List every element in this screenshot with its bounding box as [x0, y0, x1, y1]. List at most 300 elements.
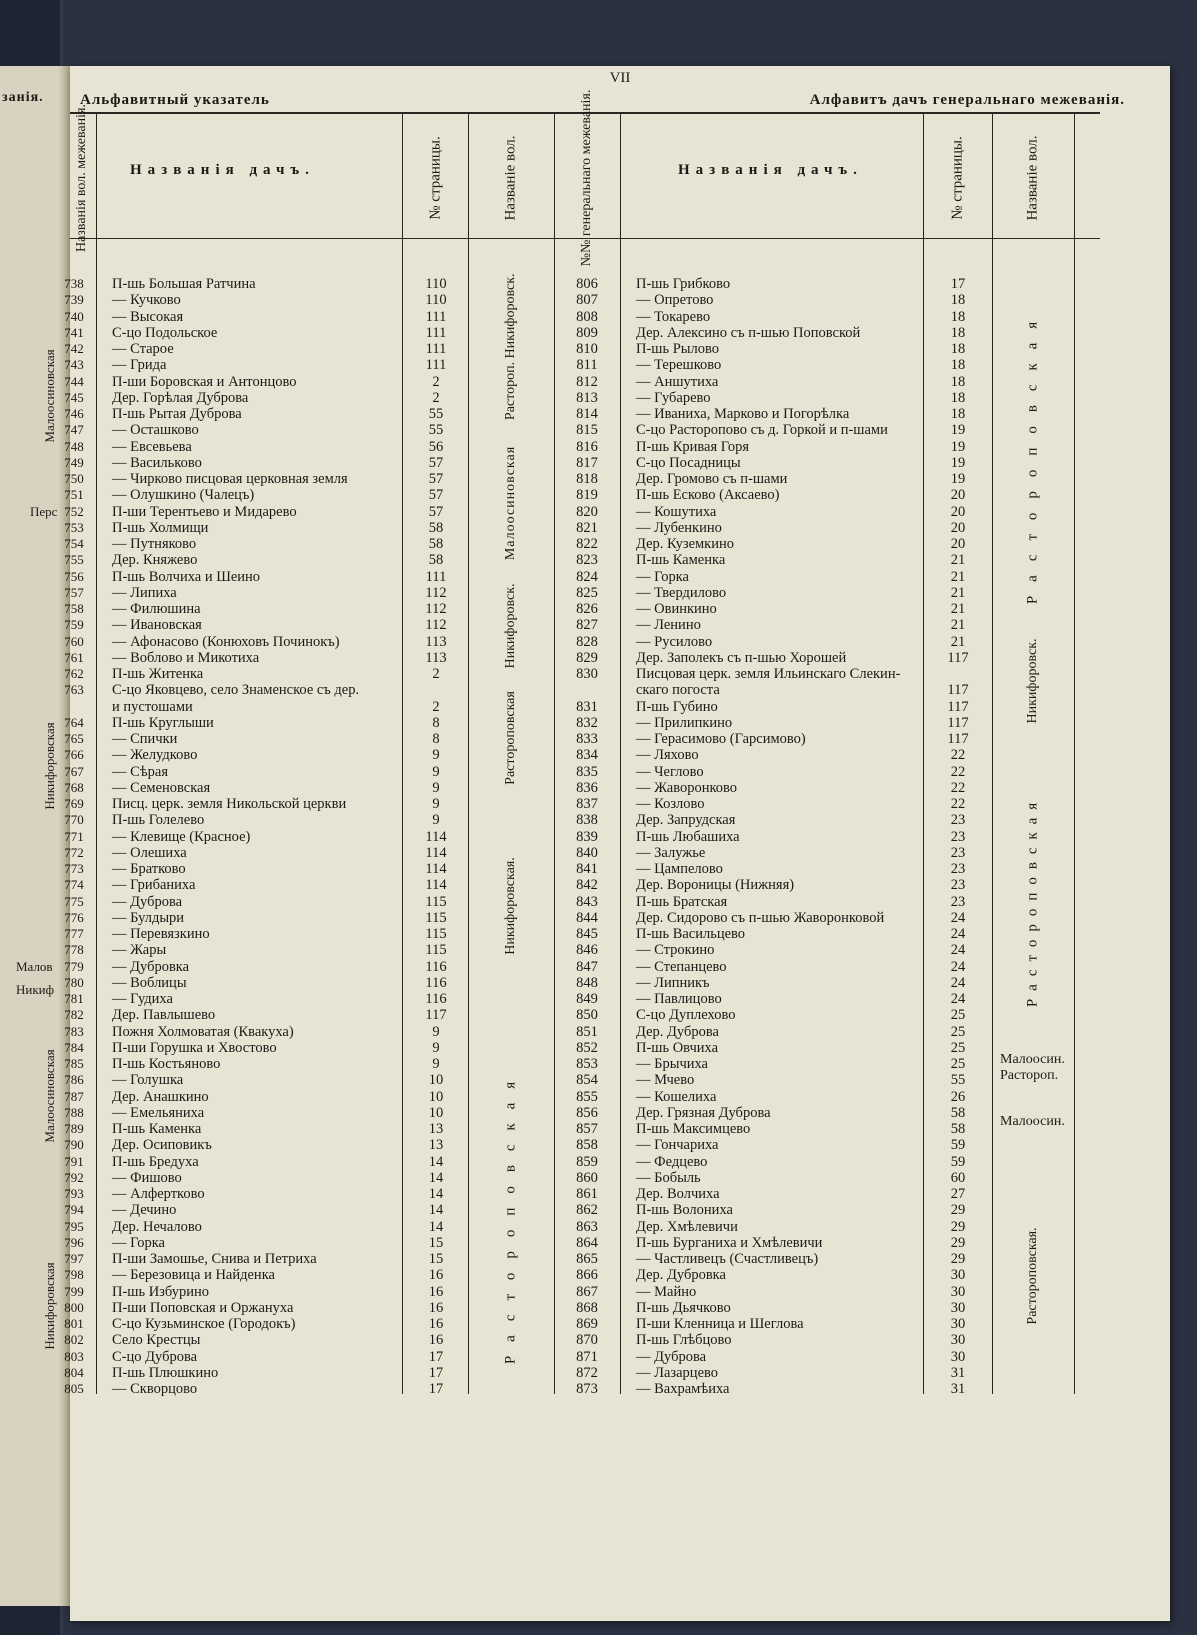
place-name: — Емельяниха: [112, 1104, 205, 1121]
place-name: П-шь Голелево: [112, 812, 205, 829]
page-number: VII: [609, 70, 631, 86]
place-name: — Прилипкино: [636, 714, 733, 731]
place-name: — Кошутиха: [636, 503, 717, 520]
place-name: П-ши Кленница и Шеглова: [636, 1316, 804, 1332]
entry-number: 807: [576, 292, 598, 309]
page-ref: 25: [950, 1007, 966, 1024]
entry-number: 803: [64, 1348, 84, 1364]
place-name: П-шь Каменка: [112, 1121, 202, 1137]
page-ref: 16: [428, 1299, 444, 1316]
entry-number: 781: [64, 991, 84, 1006]
page-ref: 14: [428, 1153, 444, 1170]
page-ref: 21: [950, 584, 966, 601]
page-ref: 30: [950, 1283, 966, 1300]
page-ref: 18: [950, 406, 966, 422]
page-ref: 20: [950, 536, 966, 552]
place-name: П-шь Бурганиха и Хмѣлевичи: [636, 1234, 823, 1251]
entry-number: 836: [576, 779, 598, 796]
place-name: Дер. Вороницы (Нижняя): [636, 877, 795, 894]
entry-number: 844: [576, 909, 598, 926]
volost-group-label: Никифоровская.: [503, 857, 518, 955]
place-name: Дер. Алексино съ п-шью Поповской: [636, 324, 861, 341]
entry-number: 821: [576, 519, 598, 536]
place-name: — Лазарцево: [636, 1364, 719, 1381]
page-ref: 20: [950, 487, 966, 504]
page-ref: 18: [950, 389, 966, 406]
page-ref: 116: [425, 974, 447, 991]
page-ref: 21: [950, 601, 966, 617]
entry-number: 799: [64, 1283, 84, 1299]
entry-number: 826: [576, 601, 598, 617]
page-ref: 2: [432, 698, 440, 715]
place-name: — Терешково: [636, 357, 722, 374]
page-ref: 10: [428, 1072, 444, 1089]
page-ref: 29: [950, 1202, 966, 1219]
place-name: П-шь Костьяново: [112, 1056, 221, 1072]
entry-number: 790: [64, 1137, 84, 1153]
page-ref: 17: [428, 1364, 444, 1381]
entry-number: 831: [576, 698, 598, 715]
entry-number: 747: [64, 422, 84, 438]
volost-group-label: Растороп.: [1000, 1068, 1059, 1083]
page-ref: 21: [950, 552, 966, 569]
place-name: — Скворцово: [112, 1381, 198, 1397]
place-name: — Аншутиха: [636, 373, 719, 390]
entry-number: 755: [64, 552, 84, 568]
place-name: П-шь Губино: [636, 698, 718, 715]
place-name: — Токарево: [636, 308, 711, 325]
entry-number: 738: [64, 276, 84, 291]
page-ref: 17: [428, 1348, 444, 1365]
entry-number: 837: [576, 796, 598, 812]
entry-number: 849: [576, 991, 598, 1007]
page-ref: 55: [428, 422, 444, 439]
page-ref: 18: [950, 308, 966, 325]
page-ref: 10: [428, 1104, 444, 1121]
page-ref: 16: [428, 1332, 444, 1349]
place-name: — Федцево: [636, 1153, 708, 1170]
page-ref: 13: [428, 1137, 444, 1154]
entry-number: 787: [64, 1088, 84, 1104]
place-name: Дер. Громово съ п-шами: [636, 471, 788, 487]
place-name: — Иваниха, Марково и Погорѣлка: [636, 406, 850, 422]
page-ref: 111: [425, 568, 447, 585]
volost-group-label: Растороповская: [1024, 307, 1041, 605]
place-name: — Дуброва: [636, 1348, 707, 1365]
entry-number: 811: [576, 357, 598, 374]
left-header-fragment: занія.: [2, 90, 44, 105]
page-ref: 30: [950, 1332, 966, 1349]
entry-number: 745: [64, 389, 84, 405]
page-ref: 30: [950, 1348, 966, 1365]
page-ref: 60: [950, 1169, 966, 1186]
entry-number: 814: [576, 406, 598, 422]
place-name: П-шь Бредуха: [112, 1153, 199, 1170]
page-ref: 10: [428, 1088, 444, 1105]
page-ref: 22: [950, 796, 966, 812]
volost-group-label: Малоосин.: [1000, 1052, 1065, 1067]
page-ref: 111: [425, 341, 447, 357]
entry-number: 873: [576, 1381, 598, 1397]
page-ref: 9: [432, 812, 440, 829]
entry-number: 756: [64, 568, 84, 584]
page-ref: 25: [950, 1056, 966, 1072]
place-name: П-шь Братская: [636, 893, 728, 910]
page-ref: 21: [950, 568, 966, 585]
place-name: Дер. Горѣлая Дуброва: [112, 389, 249, 406]
entry-number: 766: [64, 747, 84, 763]
entry-number: 823: [576, 552, 598, 569]
page-ref: 114: [425, 828, 447, 845]
page-ref: 57: [428, 454, 444, 471]
place-name: Писц. церк. земля Никольской церкви: [112, 796, 347, 812]
page-ref: 27: [950, 1186, 966, 1202]
place-name: — Олушкино (Чалецъ): [112, 487, 255, 504]
entry-number: 846: [576, 942, 598, 959]
place-name: — Чирково писцовая церковная земля: [112, 471, 348, 487]
place-name: скаго погоста: [636, 682, 720, 699]
place-name: П-шь Плюшкино: [112, 1364, 219, 1381]
page-ref: 8: [432, 714, 440, 731]
place-name: Писцовая церк. земля Ильинскаго Слекин-: [636, 666, 901, 682]
place-name: — Дубровка: [112, 958, 190, 975]
page-ref: 59: [950, 1153, 966, 1170]
entry-number: 765: [64, 731, 84, 746]
entry-number: 871: [576, 1348, 598, 1365]
page-ref: 57: [428, 487, 444, 504]
page-ref: 13: [428, 1121, 444, 1137]
place-name: П-ши Боровская и Антонцово: [112, 373, 297, 390]
volost-group-label: Растороповская: [502, 1067, 519, 1365]
entry-number: 797: [64, 1251, 84, 1266]
place-name: П-шь Избурино: [112, 1283, 209, 1300]
place-name: — Филюшина: [112, 601, 201, 617]
left-fragment-label: Малов: [16, 959, 53, 974]
page-ref: 26: [950, 1088, 966, 1105]
entry-number: 744: [64, 373, 84, 389]
entry-number: 801: [64, 1316, 84, 1331]
entry-number: 798: [64, 1267, 84, 1283]
entry-number: 855: [576, 1088, 598, 1105]
place-name: — Липникъ: [636, 974, 710, 991]
place-name: — Русилово: [636, 633, 713, 650]
page-ref: 9: [432, 1023, 440, 1040]
place-name: С-цо Посадницы: [636, 454, 741, 471]
page-ref: 117: [947, 698, 969, 715]
page-ref: 2: [432, 389, 440, 406]
place-name: — Путняково: [112, 536, 197, 552]
place-name: — Строкино: [636, 942, 715, 959]
entry-number: 750: [64, 471, 84, 486]
page-ref: 9: [432, 779, 440, 796]
entry-number: 861: [576, 1186, 598, 1202]
entry-number: 761: [64, 649, 84, 665]
pages-header-right: № страницы.: [949, 136, 966, 220]
place-name: — Чеглово: [636, 763, 704, 780]
volost-group-label: Никифоровск.: [503, 583, 518, 669]
entry-number: 772: [64, 844, 84, 860]
page-ref: 29: [950, 1218, 966, 1235]
page-ref: 23: [950, 828, 966, 845]
entry-number: 865: [576, 1251, 598, 1267]
place-name: — Воблово и Микотиха: [112, 649, 260, 666]
page-ref: 20: [950, 519, 966, 536]
entry-number: 853: [576, 1056, 598, 1072]
page-ref: 18: [950, 341, 966, 357]
volost-header-right: Названіе вол.: [1024, 135, 1041, 221]
place-name: — Козлово: [636, 796, 705, 812]
place-name: — Братково: [112, 861, 186, 877]
entry-number: 867: [576, 1283, 598, 1300]
place-name: П-шь Круглыши: [112, 714, 214, 731]
place-name: — Лубенкино: [636, 519, 722, 536]
entry-number: 757: [64, 584, 84, 600]
entry-number: 868: [576, 1299, 598, 1316]
place-name: Дер. Дубровка: [636, 1267, 726, 1284]
entry-number: 795: [64, 1218, 84, 1234]
entry-number: 777: [64, 926, 84, 941]
entry-number: 794: [64, 1202, 84, 1218]
page-ref: 19: [950, 438, 966, 455]
page-ref: 8: [432, 731, 440, 747]
page-ref: 18: [950, 324, 966, 341]
page-ref: 9: [432, 747, 440, 764]
place-name: П-шь Есково (Аксаево): [636, 487, 780, 504]
entry-number: 752: [64, 503, 84, 519]
entry-number: 782: [64, 1007, 84, 1023]
place-name: — Алфертково: [112, 1186, 205, 1202]
left-fragment-volost: Малоосиновская: [42, 349, 57, 443]
page-ref: 57: [428, 471, 444, 487]
entry-number: 817: [576, 454, 598, 471]
place-name: — Майно: [636, 1283, 697, 1300]
entry-number: 856: [576, 1104, 598, 1121]
place-name: — Опретово: [636, 292, 714, 309]
place-name: Дер. Анашкино: [112, 1088, 209, 1105]
page-ref: 112: [425, 601, 447, 617]
place-name: — Ивановская: [112, 617, 202, 634]
entry-number: 851: [576, 1023, 598, 1040]
entry-number: 872: [576, 1364, 598, 1381]
page-ref: 19: [950, 422, 966, 439]
entry-number: 770: [64, 812, 84, 828]
entry-number: 813: [576, 389, 598, 406]
place-name: П-шь Васильцево: [636, 926, 746, 942]
entry-number: 753: [64, 519, 84, 535]
header-left-title: Альфавитный указатель: [80, 92, 270, 108]
entry-number: 748: [64, 438, 84, 454]
page-ref: 113: [425, 633, 447, 650]
entry-number: 810: [576, 341, 598, 357]
place-name: — Жаворонково: [636, 779, 738, 796]
entry-number: 825: [576, 584, 598, 601]
page-ref: 2: [432, 373, 440, 390]
place-name: — Булдыри: [112, 909, 185, 926]
entry-number: 778: [64, 942, 84, 958]
entry-number: 804: [64, 1364, 84, 1380]
volost-header-left: Названіе вол.: [502, 135, 519, 221]
place-name: П-ши Терентьево и Мидарево: [112, 503, 297, 520]
volost-group-label: Никифоровск.: [1025, 638, 1040, 724]
entry-number: 835: [576, 763, 598, 780]
page-ref: 110: [425, 292, 447, 309]
place-name: — Грибаниха: [112, 877, 196, 894]
page-ref: 58: [428, 519, 444, 536]
page-ref: 111: [425, 324, 447, 341]
entry-number: 776: [64, 909, 84, 925]
place-name: — Цампелово: [636, 861, 723, 877]
entry-number: 806: [576, 276, 598, 292]
page-ref: 23: [950, 844, 966, 861]
place-name: — Спички: [112, 731, 178, 747]
place-name: П-шь Волчиха и Шеино: [112, 568, 261, 585]
page-ref: 112: [425, 617, 447, 634]
place-name: — Овинкино: [636, 601, 717, 617]
place-name: и пустошами: [112, 698, 193, 715]
page-ref: 114: [425, 861, 447, 877]
numbers-header: №№ генеральнаго межеванія.: [579, 89, 594, 267]
entry-number: 815: [576, 422, 598, 439]
entry-number: 741: [64, 324, 84, 340]
place-name: П-шь Любашиха: [636, 828, 740, 845]
entry-number: 866: [576, 1267, 598, 1284]
entry-number: 809: [576, 324, 598, 341]
place-name: Дер. Куземкино: [636, 536, 734, 552]
place-name: — Голушка: [112, 1072, 184, 1089]
page-ref: 16: [428, 1316, 444, 1332]
entry-number: 839: [576, 828, 598, 845]
place-name: — Афонасово (Конюховъ Починокъ): [112, 633, 340, 650]
page-ref: 55: [950, 1072, 966, 1089]
entry-number: 816: [576, 438, 598, 455]
page-ref: 14: [428, 1218, 444, 1235]
place-name: — Высокая: [112, 308, 184, 325]
page-ref: 22: [950, 763, 966, 780]
page-ref: 17: [428, 1381, 444, 1397]
place-name: П-ши Поповская и Оржануха: [112, 1299, 294, 1316]
page-ref: 117: [947, 649, 969, 666]
place-name: П-шь Глѣбцово: [636, 1332, 732, 1349]
page-ref: 21: [950, 633, 966, 650]
place-name: — Мчево: [636, 1072, 695, 1089]
entry-number: 840: [576, 844, 598, 861]
entry-number: 859: [576, 1153, 598, 1170]
entry-number: 789: [64, 1121, 84, 1136]
entry-number: 783: [64, 1023, 84, 1039]
place-name: — Твердилово: [636, 584, 727, 601]
left-fragment-volost: Никифоровская: [42, 1262, 57, 1350]
entry-number: 819: [576, 487, 598, 504]
page-ref: 112: [425, 584, 447, 601]
names-header-right: Названія дачъ.: [678, 162, 863, 178]
place-name: Пожня Холмоватая (Квакуха): [112, 1023, 294, 1040]
place-name: П-шь Рылово: [636, 341, 719, 357]
page-ref: 58: [428, 552, 444, 569]
place-name: С-цо Расторопово съ д. Горкой и п-шами: [636, 422, 888, 439]
entry-number: 780: [64, 974, 84, 990]
page-ref: 29: [950, 1234, 966, 1251]
place-name: — Жары: [112, 942, 167, 959]
place-name: — Горка: [112, 1234, 165, 1251]
entry-number: 793: [64, 1186, 84, 1201]
left-fragment-header: Названія вол. межеванія.: [74, 104, 89, 252]
place-name: — Фишово: [112, 1169, 182, 1186]
page-ref: 117: [947, 682, 969, 699]
place-name: С-цо Дуплехово: [636, 1007, 736, 1024]
page-ref: 114: [425, 877, 447, 894]
page-ref: 9: [432, 796, 440, 812]
page-ref: 58: [950, 1121, 966, 1137]
place-name: Село Крестцы: [112, 1332, 201, 1349]
page-ref: 24: [950, 942, 966, 959]
place-name: П-шь Каменка: [636, 552, 726, 569]
entry-number: 834: [576, 747, 598, 764]
page-ref: 30: [950, 1299, 966, 1316]
entry-number: 796: [64, 1234, 84, 1250]
page-ref: 111: [425, 308, 447, 325]
page-ref: 22: [950, 779, 966, 796]
entry-number: 820: [576, 503, 598, 520]
place-name: Дер. Княжево: [112, 552, 198, 569]
page-ref: 18: [950, 357, 966, 374]
place-name: П-шь Дьячково: [636, 1299, 731, 1316]
entry-number: 829: [576, 649, 598, 666]
entry-number: 743: [64, 357, 84, 373]
page-ref: 24: [950, 926, 966, 942]
place-name: — Кошелиха: [636, 1088, 717, 1105]
place-name: — Ленино: [636, 617, 701, 634]
place-name: П-шь Холмищи: [112, 519, 209, 536]
place-name: — Олешиха: [112, 844, 187, 861]
entry-number: 739: [64, 292, 84, 308]
entry-number: 864: [576, 1234, 598, 1251]
page-ref: 17: [950, 276, 966, 292]
page-ref: 22: [950, 747, 966, 764]
entry-number: 758: [64, 601, 84, 616]
pages-header-left: № страницы.: [427, 136, 444, 220]
place-name: — Березовица и Найденка: [112, 1267, 275, 1284]
entry-number: 742: [64, 341, 84, 356]
place-name: — Вахрамѣиха: [636, 1381, 730, 1397]
page-ref: 29: [950, 1251, 966, 1267]
place-name: Дер. Нечалово: [112, 1218, 202, 1235]
page-ref: 18: [950, 292, 966, 309]
page-ref: 16: [428, 1283, 444, 1300]
place-name: Дер. Запрудская: [636, 812, 736, 829]
place-name: — Брычиха: [636, 1056, 708, 1072]
entry-number: 812: [576, 373, 598, 390]
page-ref: 20: [950, 503, 966, 520]
page-ref: 24: [950, 958, 966, 975]
place-name: — Павлицово: [636, 991, 722, 1007]
entry-number: 785: [64, 1056, 84, 1071]
place-name: — Васильково: [112, 454, 202, 471]
place-name: — Евсевьева: [112, 438, 192, 455]
page-ref: 25: [950, 1039, 966, 1056]
page-ref: 9: [432, 1039, 440, 1056]
page-ref: 113: [425, 649, 447, 666]
entry-number: 802: [64, 1332, 84, 1348]
entry-number: 848: [576, 974, 598, 991]
entry-number: 763: [64, 682, 84, 698]
place-name: — Желудково: [112, 747, 198, 764]
page-ref: 115: [425, 893, 447, 910]
entry-number: 779: [64, 958, 84, 974]
place-name: П-шь Грибково: [636, 276, 731, 292]
entry-number: 852: [576, 1039, 598, 1056]
left-fragment-label: Перс: [30, 504, 58, 519]
place-name: П-шь Волониха: [636, 1202, 733, 1219]
